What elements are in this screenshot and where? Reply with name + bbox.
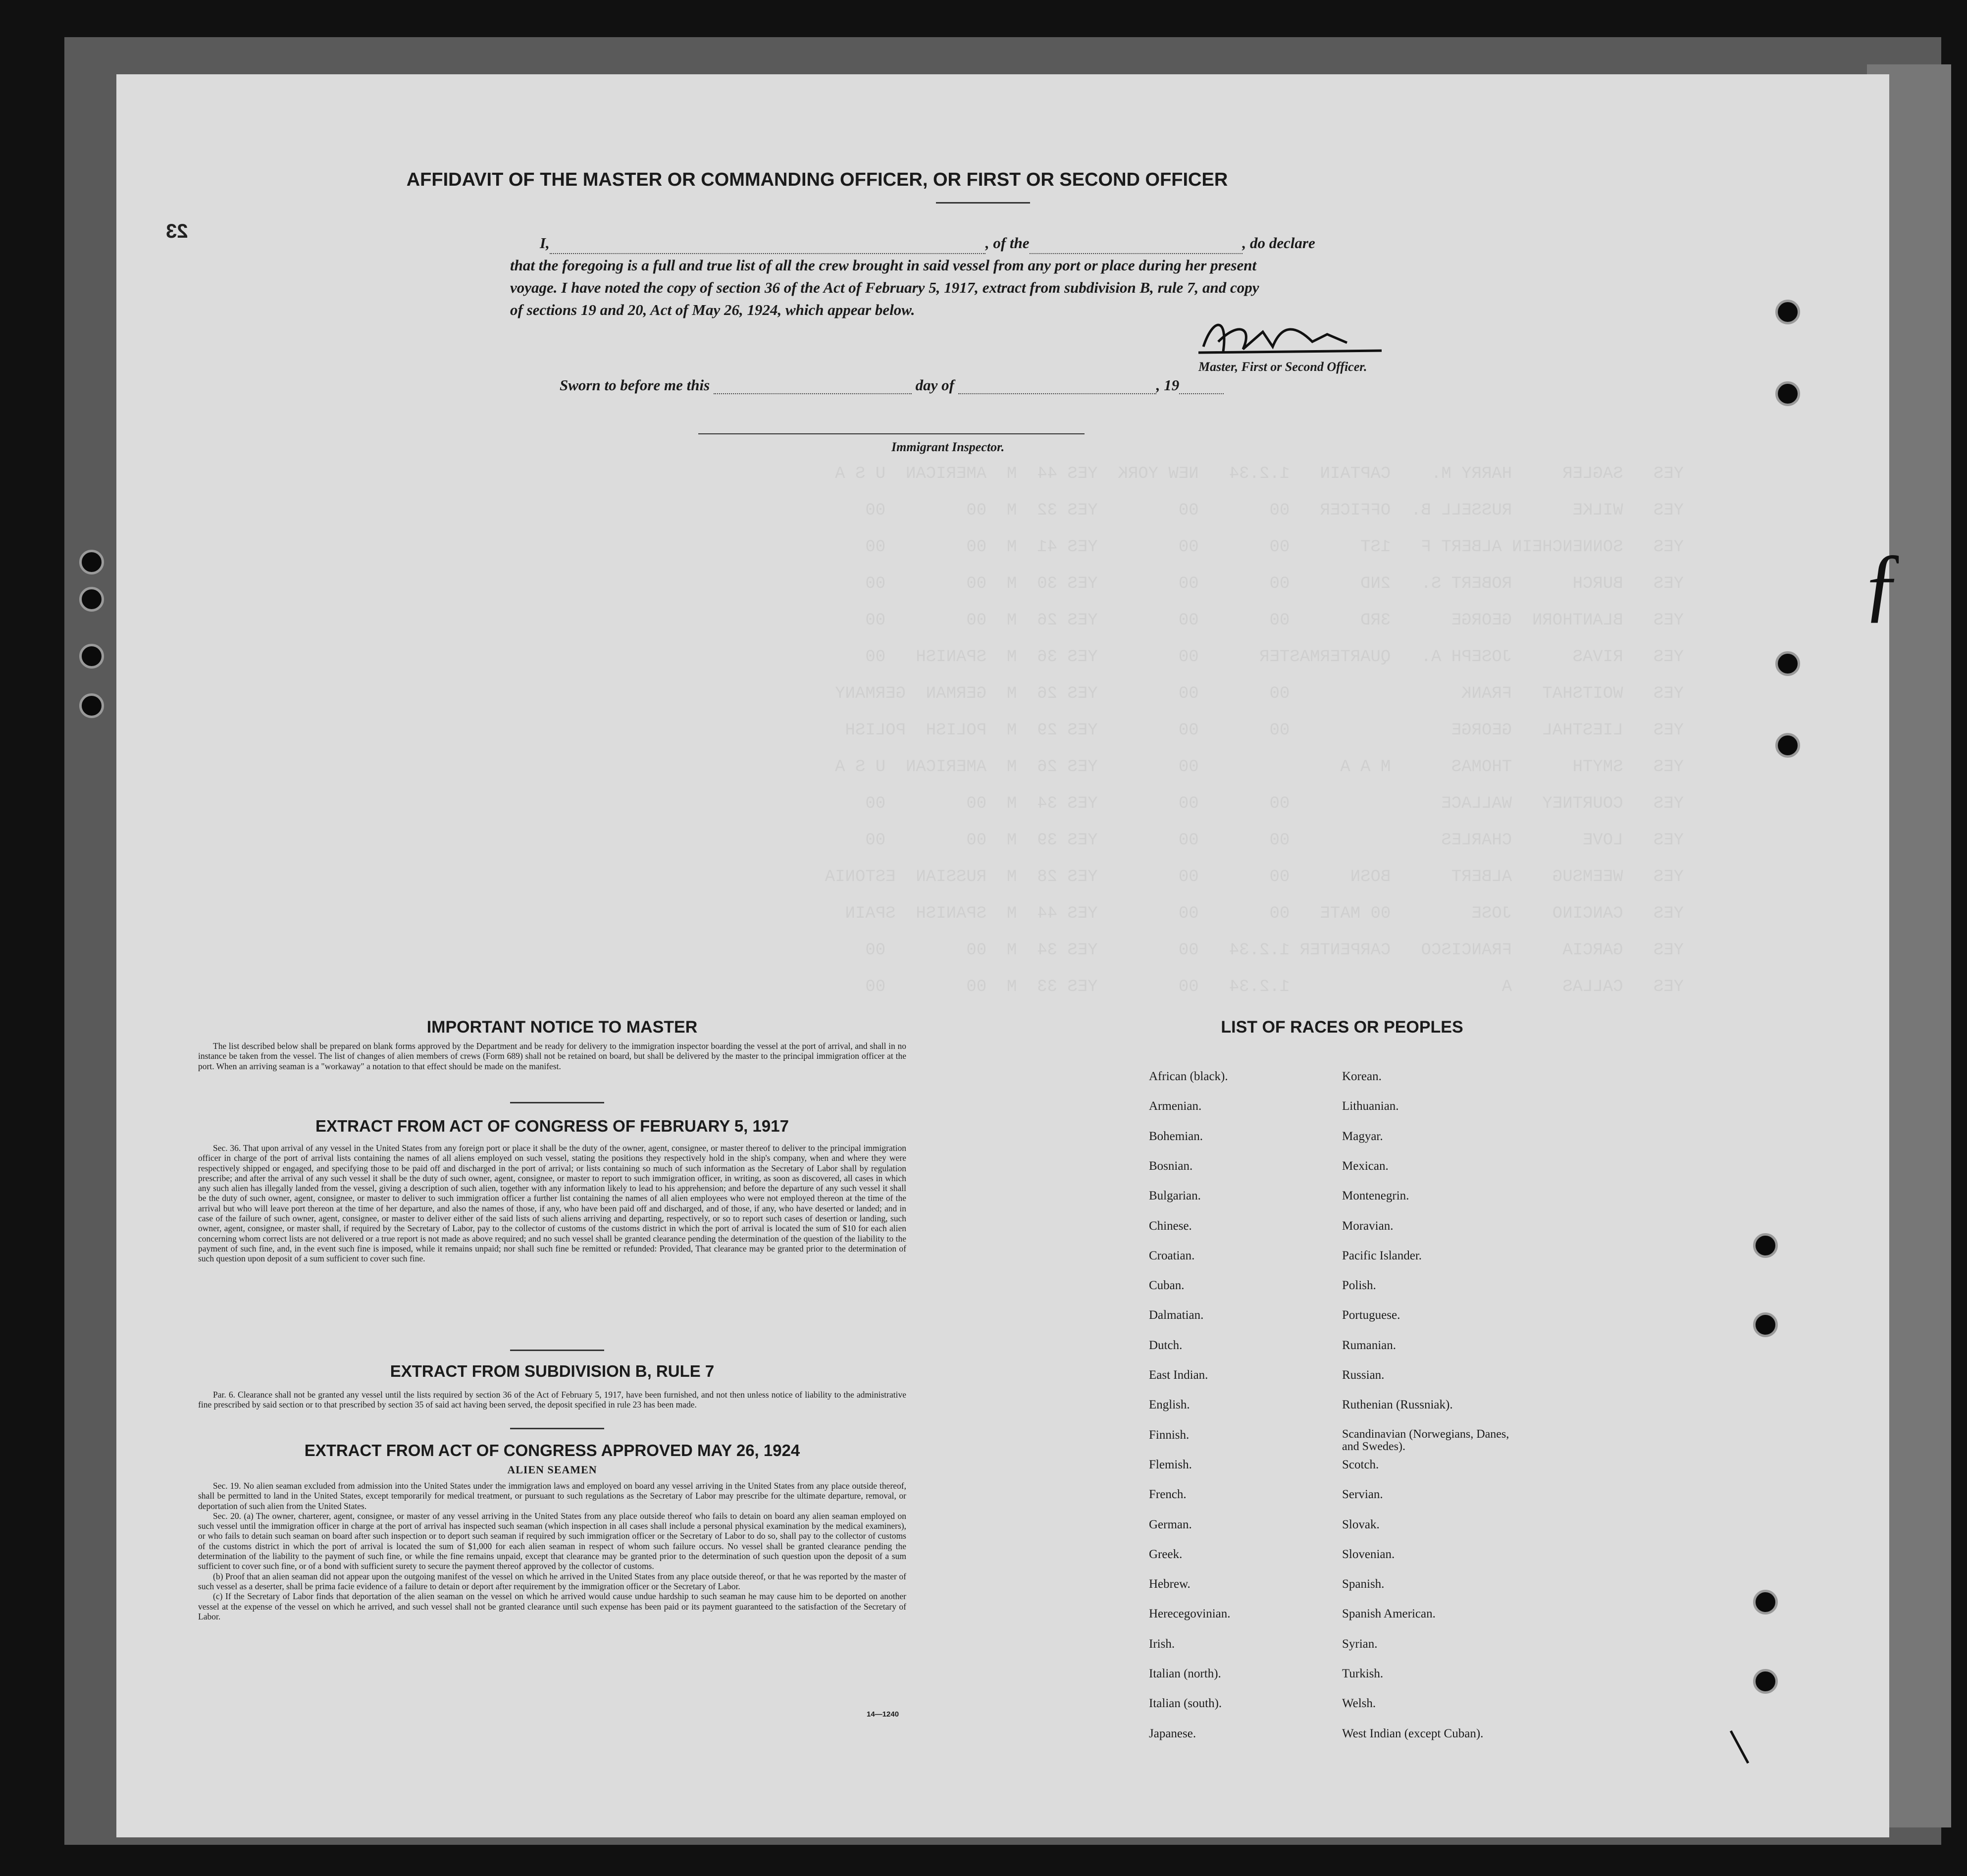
race-item: Croatian. bbox=[1149, 1249, 1195, 1262]
race-item: Korean. bbox=[1342, 1070, 1382, 1083]
officer-name-field[interactable] bbox=[550, 239, 985, 254]
race-item: Irish. bbox=[1149, 1637, 1175, 1651]
notice-title: IMPORTANT NOTICE TO MASTER bbox=[426, 1018, 698, 1037]
race-item: Dalmatian. bbox=[1149, 1308, 1204, 1322]
rule-7-divider bbox=[510, 1428, 604, 1429]
race-item: Italian (south). bbox=[1149, 1697, 1222, 1711]
pen-mark bbox=[1728, 1728, 1753, 1768]
race-item: East Indian. bbox=[1149, 1368, 1208, 1382]
race-item: Flemish. bbox=[1149, 1458, 1192, 1471]
punch-hole bbox=[1775, 651, 1800, 676]
sworn-date-field[interactable] bbox=[714, 379, 912, 394]
sworn-year-field[interactable] bbox=[1179, 379, 1224, 394]
race-item: Slovenian. bbox=[1342, 1547, 1395, 1561]
race-item: Mexican. bbox=[1342, 1159, 1389, 1173]
punch-hole bbox=[1775, 381, 1800, 406]
punch-hole bbox=[79, 644, 104, 669]
act-1924-body bbox=[198, 1481, 906, 1621]
race-item: Syrian. bbox=[1342, 1637, 1378, 1651]
day-of-label: day of bbox=[915, 376, 954, 394]
bleed-through-texture: YES SAGLER HARRY M. CAPTAIN 1.2.34 NEW YORK YES 44 M AMERICAN U S A YES WILKE RUSSELL B. OFFICER 00 00 YES 32 M 00 00 YES SONNENCHEIN ALBERT F 1ST 00 00 YES 41 M 00 00 YES BURCH ROBERT S. 2ND 00 00 YES 30 M 00 00 YES BLANTHORN GEORGE 3RD 00 00 YES 26 M 00 00 YES RIVAS JOSEPH A. QUARTERMASTER 00 YES 36 M SPANISH 00 YES WOITSHAT FRANK 00 00 YES 26 M GERMAN GERMANY YES LIESTHAL GEORGE 00 00 YES 29 M POLISH POLISH YES SMYTH THOMAS M A A 00 YES 26 M AMERICAN U S A YES COURTNEY WALLACE 00 00 YES 34 M 00 00 YES LOVE CHARLES 00 00 YES 39 M 00 00 YES WEEMSUG ALBERT BOSN 00 00 YES 28 M RUSSIAN ESTONIA YES CANCINO JOSE 00 MATE 00 00 YES 44 M SPANISH SPAIN YES GARCIA FRANCISCO CARPENTER 1.2.34 00 YES 34 M 00 00 YES CALLAS A 1.2.34 00 YES 33 M 00 00 bbox=[825, 465, 1684, 996]
notice-divider bbox=[510, 1102, 604, 1103]
sworn-month-field[interactable] bbox=[958, 379, 1156, 394]
declaration-text bbox=[510, 232, 1451, 321]
act-1924-sec20a: Sec. 20. (a) The owner, charterer, agent, consignee, or master of any vessel arriving in the United States from any place outside thereof who fails to detain on board any alien seaman employed on such vessel until the immigration officer in charge at the port of arrival has inspected such seaman (which inspection in all cases shall include a personal physical examination by the medical examiners), or who fails to detain such seaman on board after such inspection or to deport such seaman if required by such immigration officer or the Secretary of Labor to do so, shall pay to the collector of customs of the customs district in which the port of arrival is located the sum of $1,000 for each alien seaman in respect of whom such failure occurs. No vessel shall be granted clearance pending the determination of the liability to the payment of such fine, or while the fine remains unpaid, except that clearance may be granted prior to the determination of such question upon the deposit of a sum sufficient to cover such fine, or of a bond with sufficient surety to secure the payment thereof approved by the collector of customs. bbox=[198, 1511, 906, 1571]
race-item: Turkish. bbox=[1342, 1667, 1384, 1680]
act-1924-subtitle: ALIEN SEAMEN bbox=[507, 1463, 597, 1476]
handwritten-mark: ƒ bbox=[1862, 536, 1904, 629]
inspector-signature-line bbox=[698, 433, 1085, 434]
punch-hole bbox=[79, 587, 104, 612]
declaration-line-3: voyage. I have noted the copy of section 36 of the Act of February 5, 1917, extract from subdivision B, rule 7, and copy bbox=[510, 279, 1259, 296]
race-item: Cuban. bbox=[1149, 1279, 1185, 1293]
sworn-line bbox=[560, 376, 1224, 394]
race-item: Spanish. bbox=[1342, 1577, 1385, 1591]
punch-hole bbox=[1775, 300, 1800, 324]
race-item: Spanish American. bbox=[1342, 1607, 1436, 1621]
title-divider bbox=[936, 202, 1030, 204]
declaration-line-1 bbox=[510, 232, 1451, 254]
race-item: Herecegovinian. bbox=[1149, 1607, 1231, 1621]
race-item: Slovak. bbox=[1342, 1517, 1380, 1531]
year-label: , 19 bbox=[1156, 376, 1180, 394]
race-item: Italian (north). bbox=[1149, 1667, 1221, 1680]
of-the-label: , of the bbox=[985, 234, 1030, 252]
races-title: LIST OF RACES OR PEOPLES bbox=[1221, 1018, 1463, 1037]
race-item: Lithuanian. bbox=[1342, 1099, 1399, 1113]
declaration-line-2: that the foregoing is a full and true list of all the crew brought in said vessel from any port or place during her present bbox=[510, 257, 1257, 274]
race-item: Armenian. bbox=[1149, 1099, 1202, 1113]
form-number: 14—1240 bbox=[867, 1710, 899, 1719]
i-label: I, bbox=[540, 234, 550, 252]
act-1924-sec19: Sec. 19. No alien seaman excluded from admission into the United States under the immigration laws and employed on board any vessel arriving in the United States from any place outside thereof, shall be permitted to land in the United States, except temporarily for medical treatment, or pursuant to such regulations as the Secretary of Labor may prescribe for the ultimate departure, removal, or deportation of such alien from the United States. bbox=[198, 1481, 906, 1511]
signature-label: Master, First or Second Officer. bbox=[1198, 360, 1367, 374]
act-1924-sec20c: (c) If the Secretary of Labor finds that deportation of the alien seaman on the vessel on which he arrived would cause undue hardship to such seaman he may cause him to be deported on another vessel at the expense of the vessel on which he arrived, and such vessel shall not be granted clearance until such expense has been paid or its payment guaranteed to the satisfaction of the Secretary of Labor. bbox=[198, 1591, 906, 1621]
race-item: Scotch. bbox=[1342, 1458, 1379, 1471]
race-item: Bohemian. bbox=[1149, 1129, 1203, 1143]
do-declare-label: , do declare bbox=[1242, 234, 1315, 252]
race-item: Bosnian. bbox=[1149, 1159, 1193, 1173]
race-item: Chinese. bbox=[1149, 1219, 1192, 1233]
race-item: Montenegrin. bbox=[1342, 1189, 1409, 1203]
race-item: Scandinavian (Norwegians, Danes, and Swedes). bbox=[1342, 1427, 1509, 1453]
punch-hole bbox=[79, 550, 104, 574]
page-number: 23 bbox=[166, 220, 188, 242]
punch-hole bbox=[1753, 1312, 1778, 1337]
race-item: Bulgarian. bbox=[1149, 1189, 1201, 1203]
race-item: Dutch. bbox=[1149, 1338, 1183, 1352]
act-1917-body: Sec. 36. That upon arrival of any vessel in the United States from any foreign port or place it shall be the duty of the owner, agent, consignee, or master thereof to deliver to the principal immigration officer in charge of the port of arrival lists containing the names of all aliens employed on such vessel, stating the positions they respectively hold in the ship's company, when and where they were respectively shipped or engaged, and specifying those to be paid off and discharged in the port of arrival; or lists containing so much of such information as the Secretary of Labor shall by regulation prescribe; and after the arrival of any such vessel it shall be the duty of such owner, agent, consignee, or master to report to such immigration officer, in writing, as soon as discovered, all cases in which any such alien has illegally landed from the vessel, giving a description of such alien, together with any information likely to lead to his apprehension; and before the departure of any such vessel it shall be the duty of such owner, agent, consignee, or master to deliver to such immigration officer a further list containing the names of all alien employees who were not employed thereon at the time of the arrival but who will leave port thereon at the time of her departure, and also the names of those, if any, who have been paid off and discharged, and of those, if any, who have deserted or landed; and in case of the failure of such owner, agent, consignee, or master to deliver either of the said lists of such aliens arriving and departing, respectively, or so to report such cases of desertion or landing, such owner, agent, consignee, or master shall, if required by the Secretary of Labor, pay to the collector of customs of the customs district in which the port of arrival is located the sum of $10 for each alien concerning whom correct lists are not delivered or a true report is not made as above required; and no such vessel shall be granted clearance pending the determination of the question of the liability to the payment of such fine, and, in the event such fine is imposed, while it remains unpaid; nor shall such fine be remitted or refunded: Provided, That clearance may be granted prior to the determination of such question upon deposit of a sum sufficient to cover such fine. bbox=[198, 1143, 906, 1264]
punch-hole bbox=[1753, 1590, 1778, 1615]
vessel-name-field[interactable] bbox=[1030, 239, 1242, 254]
act-1917-divider bbox=[510, 1350, 604, 1351]
punch-hole bbox=[1775, 733, 1800, 758]
race-item: Ruthenian (Russniak). bbox=[1342, 1398, 1453, 1412]
rule-7-body: Par. 6. Clearance shall not be granted any vessel until the lists required by section 36 of the Act of February 5, 1917, have been furnished, and not then unless notice of liability to the administrative fine prescribed by said section or to that prescribed by section 35 of said act having been served, the deposit specified in rule 23 has been made. bbox=[198, 1390, 906, 1410]
race-item: Finnish. bbox=[1149, 1428, 1190, 1442]
affidavit-title: AFFIDAVIT OF THE MASTER OR COMMANDING OFFICER, OR FIRST OR SECOND OFFICER bbox=[406, 169, 1228, 190]
race-item: Portuguese. bbox=[1342, 1308, 1400, 1322]
act-1924-sec20b: (b) Proof that an alien seaman did not appear upon the outgoing manifest of the vessel on which he arrived in the United States from any place outside thereof, or that he was reported by the master of such vessel as a deserter, shall be prima facie evidence of a failure to detain or deport after requirement by the immigration officer or the Secretary of Labor. bbox=[198, 1571, 906, 1591]
inspector-label: Immigrant Inspector. bbox=[891, 440, 1005, 454]
race-item: Greek. bbox=[1149, 1547, 1183, 1561]
declaration-line-4: of sections 19 and 20, Act of May 26, 1924, which appear below. bbox=[510, 301, 915, 318]
race-item: English. bbox=[1149, 1398, 1190, 1412]
race-item: Pacific Islander. bbox=[1342, 1249, 1422, 1262]
race-item: Russian. bbox=[1342, 1368, 1385, 1382]
race-item: Rumanian. bbox=[1342, 1338, 1397, 1352]
race-item: West Indian (except Cuban). bbox=[1342, 1726, 1484, 1740]
notice-body: The list described below shall be prepared on blank forms approved by the Department and be ready for delivery to the immigration inspector boarding the vessel at the port of arrival, and shall in no instance be taken from the vessel. The list of changes of alien members of crews (Form 689) shall not be retained on board, but shall be delivered by the master to the principal immigration officer at the port. When an arriving seaman is a "workaway" a notation to that effect should be made on the manifest. bbox=[198, 1041, 906, 1071]
race-item: French. bbox=[1149, 1488, 1187, 1502]
sworn-prefix: Sworn to before me this bbox=[560, 376, 710, 394]
race-item: Japanese. bbox=[1149, 1726, 1196, 1740]
master-signature bbox=[1198, 312, 1387, 362]
race-item: German. bbox=[1149, 1517, 1192, 1531]
act-1924-title: EXTRACT FROM ACT OF CONGRESS APPROVED MAY 26, 1924 bbox=[304, 1441, 800, 1459]
race-item: Welsh. bbox=[1342, 1697, 1376, 1711]
race-item: Magyar. bbox=[1342, 1129, 1383, 1143]
race-item: Moravian. bbox=[1342, 1219, 1394, 1233]
punch-hole bbox=[79, 693, 104, 718]
race-item: African (black). bbox=[1149, 1070, 1228, 1083]
race-item: Servian. bbox=[1342, 1488, 1383, 1502]
race-item: Polish. bbox=[1342, 1279, 1376, 1293]
punch-hole bbox=[1753, 1669, 1778, 1694]
punch-hole bbox=[1753, 1233, 1778, 1258]
race-item: Hebrew. bbox=[1149, 1577, 1191, 1591]
rule-7-title: EXTRACT FROM SUBDIVISION B, RULE 7 bbox=[390, 1362, 715, 1380]
act-1917-title: EXTRACT FROM ACT OF CONGRESS OF FEBRUARY 5, 1917 bbox=[315, 1117, 789, 1135]
